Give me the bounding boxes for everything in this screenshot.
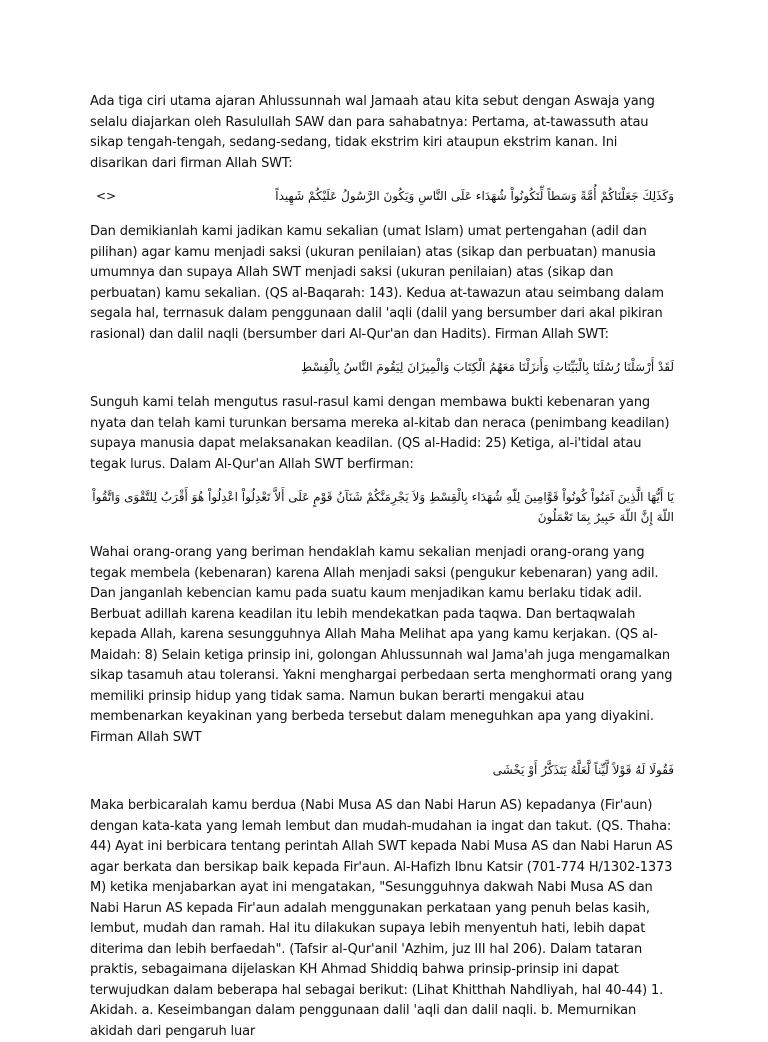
- document-body: [90, 92, 674, 1042]
- paragraph-intro: Ada tiga ciri utama ajaran Ahlussunnah wal Jamaah atau kita sebut dengan Aswaja yang selalu diajarkan oleh Rasulullah SAW dan para sahabatnya: Pertama, at-tawassuth atau sikap tengah-tengah, sedang-sedang, tidak ekstrim kiri ataupun ekstrim kanan. Ini disarikan dari firman Allah SWT:: [90, 94, 655, 171]
- verse-trail-marker: <>: [96, 189, 117, 203]
- arabic-text-baqarah: وَكَذَلِكَ جَعَلْنَاكُمْ أُمَّةً وَسَطاً لِّتَكُونُواْ شُهَدَاء عَلَى النَّاسِ وَيَكُونَ الرَّسُولُ عَلَيْكُمْ شَهِيداً: [275, 189, 674, 203]
- arabic-verse-thaha: فَقُولَا لَهُ قَوْلاً لَّيِّناً لَّعَلَّهُ يَتَذَكَّرُ أَوْ يَخْشَى: [492, 763, 674, 777]
- arabic-verse-maidah: يَا أَيُّهَا الَّذِينَ آمَنُواْ كُونُواْ قَوَّامِينَ لِلّهِ شُهَدَاء بِالْقِسْطِ وَلاَ يَجْرِمَنَّكُمْ شَنَآنُ قَوْمٍ عَلَى أَلاَّ تَعْدِلُواْ اعْدِلُواْ هُوَ أَقْرَبُ لِلتَّقْوَى وَاتَّقُواْ اللّهَ إِنَّ اللّهَ خَبِيرٌ بِمَا تَعْمَلُونَ: [92, 490, 674, 524]
- paragraph-thaha-translation: Maka berbicaralah kamu berdua (Nabi Musa AS dan Nabi Harun AS) kepadanya (Fir'aun) dengan kata-kata yang lemah lembut dan mudah-mudahan ia ingat dan takut. (QS. Thaha: 44) Ayat ini berbicara tentang perintah Allah SWT kepada Nabi Musa AS dan Nabi Harun AS agar berkata dan bersikap baik kepada Fir'aun. Al-Hafizh Ibnu Katsir (701-774 H/1302-1373 M) ketika menjabarkan ayat ini mengatakan, "Sesungguhnya dakwah Nabi Musa AS dan Nabi Harun AS kepada Fir'aun adalah menggunakan perkataan yang penuh belas kasih, lembut, mudah dan ramah. Hal itu dilakukan supaya lebih menyentuh hati, lebih dapat diterima dan lebih berfaedah". (Tafsir al-Qur'anil 'Azhim, juz III hal 206). Dalam tataran praktis, sebagaimana dijelaskan KH Ahmad Shiddiq bahwa prinsip-prinsip ini dapat terwujudkan dalam beberapa hal sebagai berikut: (Lihat Khitthah Nahdliyah, hal 40-44) 1. Akidah. a. Keseimbangan dalam penggunaan dalil 'aqli dan dalil naqli. b. Memurnikan akidah dari pengaruh luar: [90, 798, 673, 1039]
- arabic-verse-hadid: لَقَدْ أَرْسَلْنَا رُسُلَنَا بِالْبَيِّنَاتِ وَأَنزَلْنَا مَعَهُمُ الْكِتَابَ وَالْمِيزَانَ لِيَقُومَ النَّاسُ بِالْقِسْطِ: [301, 360, 674, 374]
- arabic-verse-baqarah: [90, 186, 674, 206]
- paragraph-baqarah-translation: Dan demikianlah kami jadikan kamu sekalian (umat Islam) umat pertengahan (adil dan pilihan) agar kamu menjadi saksi (ukuran penilaian) atas (sikap dan perbuatan) manusia umumnya dan supaya Allah SWT menjadi saksi (ukuran penilaian) atas (sikap dan perbuatan) kamu sekalian. (QS al-Baqarah: 143). Kedua at-tawazun atau seimbang dalam segala hal, terrnasuk dalam penggunaan dalil 'aqli (dalil yang bersumber dari akal pikiran rasional) dan dalil naqli (bersumber dari Al-Qur'an dan Hadits). Firman Allah SWT:: [90, 224, 664, 342]
- paragraph-maidah-translation: Wahai orang-orang yang beriman hendaklah kamu sekalian menjadi orang-orang yang tegak membela (kebenaran) karena Allah menjadi saksi (pengukur kebenaran) yang adil. Dan janganlah kebencian kamu pada suatu kaum menjadikan kamu berlaku tidak adil. Berbuat adillah karena keadilan itu lebih mendekatkan pada taqwa. Dan bertaqwalah kepada Allah, karena sesungguhnya Allah Maha Melihat apa yang kamu kerjakan. (QS al-Maidah: 8) Selain ketiga prinsip ini, golongan Ahlussunnah wal Jama'ah juga mengamalkan sikap tasamuh atau toleransi. Yakni menghargai perbedaan serta menghormati orang yang memiliki prinsip hidup yang tidak sama. Namun bukan berarti mengakui atau membenarkan keyakinan yang berbeda tersebut dalam meneguhkan apa yang diyakini. Firman Allah SWT: [90, 545, 673, 745]
- paragraph-hadid-translation: Sunguh kami telah mengutus rasul-rasul kami dengan membawa bukti kebenaran yang nyata dan telah kami turunkan bersama mereka al-kitab dan neraca (penimbang keadilan) supaya manusia dapat melaksanakan keadilan. (QS al-Hadid: 25) Ketiga, al-i'tidal atau tegak lurus. Dalam Al-Qur'an Allah SWT berfirman:: [90, 395, 670, 472]
